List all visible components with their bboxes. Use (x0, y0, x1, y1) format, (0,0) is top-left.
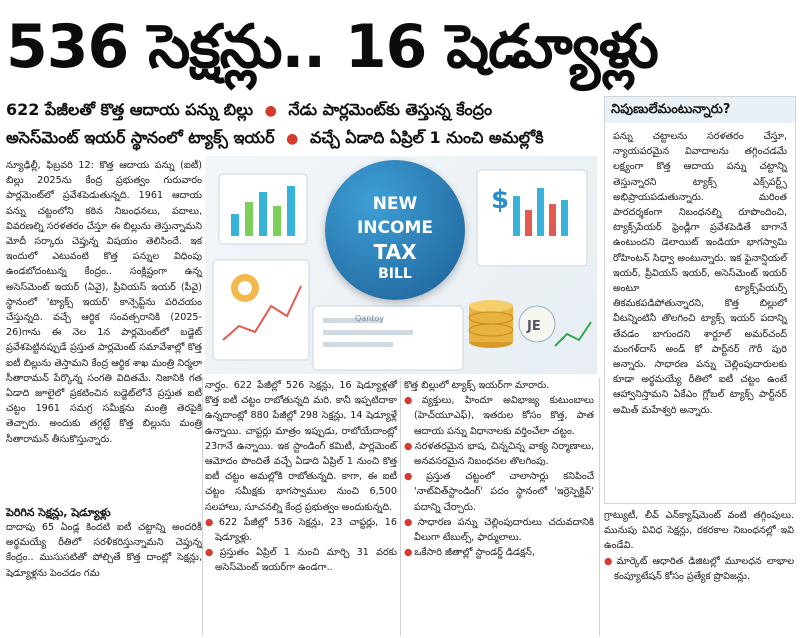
subhead-text: వచ్చే ఏడాది ఏప్రిల్ 1 నుంచి అమల్లోకి (309, 128, 544, 147)
bullet-icon: ● (205, 516, 217, 528)
bullet-icon: ● (404, 395, 420, 407)
list-item (404, 545, 594, 560)
article-column-1-continued (6, 520, 202, 581)
list-item (604, 554, 794, 584)
list-item (205, 545, 397, 575)
column-divider (400, 378, 401, 636)
list-item-text: ప్రస్తుత చట్టంలో చాలాసార్లు కనిపించే 'నాట్‌విత్‌స్టాండింగ్' పదం స్థానంలో 'ఇర్రెస్పెక్టివ్' పదాన్ని చేర్చారు. (414, 471, 594, 513)
badge-line: INCOME (356, 218, 433, 238)
section-subhead: పెరిగిన సెక్షన్లు, షెడ్యూళ్లు (6, 506, 111, 519)
list-item-text: సాధారణ పన్ను చెల్లింపుదారులు చదువదానికి వీలుగా టేబుల్స్, ఫార్ములాలు. (414, 516, 594, 544)
list-item-text: వ్యక్తులు, హిందూ అవిభాజ్య కుటుంబాలు (హెచ్‌యూఎఫ్), ఇతరుల కోసం కొత్త, పాత ఆదాయ పన్ను విధానాలకు వర్తించేలా చట్టం. (414, 395, 594, 437)
income-tax-bill-illustration (205, 156, 597, 374)
bullet-icon: ● (286, 131, 299, 147)
bullet-icon: ● (404, 516, 416, 528)
new-income-tax-bill-badge (325, 160, 465, 300)
list-item (404, 515, 594, 545)
subhead-text: నేడు పార్లమెంట్‌కు తెస్తున్న కేంద్రం (288, 100, 493, 119)
page-headline: 536 సెక్షన్లు.. 16 షెడ్యూళ్లు (6, 12, 658, 82)
article-column-3 (404, 378, 594, 560)
list-item-text: ఒకేసారి జీతాల్లో స్టాండర్డ్ డిడక్షన్, (414, 547, 535, 559)
list-item (205, 515, 397, 545)
article-paragraph: నార్హం. 622 పేజీల్లో 526 సెక్షన్లు, 16 షెడ్యూళ్లతో కొత్త ఐటీ చట్టం రాబోతున్నది మరి. కానీ ఇప్పటిదాకా ఉన్నదాంట్లో 880 పేజీల్లో 298 సెక్షన్లు, 14 షెడ్యూళ్లే ఉన్నాయి. చాప్టర్లు మాత్రం ఇప్పుడు, రాబోయేదాంట్లో 23గానే ఉన్నాయి. ఇక స్టాండింగ్ కమిటీ, పార్లమెంట్ ఆమోదం పొందితే వచ్చే ఏడాది ఏప్రిల్ 1 నుంచి కొత్త ఐటీ చట్టం అమల్లోకి రాబోతున్నది. కాగా, ఈ ఐటీ చట్టం సమీక్షకు భాగస్వాముల నుంచి 6,500 సలహాలు, సూచనల్ని కేంద్ర ప్రభుత్వం అందుకున్నది. (205, 380, 397, 513)
bullet-icon: ● (404, 547, 413, 559)
column-divider (202, 378, 203, 636)
article-paragraph: గ్రాట్యుటీ, లీవ్ ఎన్‌క్యాష్‌మెంట్ వంటి తగ్గింపులు. మునుపు వివిధ సెక్షన్లు, రకరకాల నిబంధనల్లో ఇవి ఉండేవి. (604, 510, 794, 552)
svg-text:$: $ (491, 185, 510, 215)
subhead-line-1 (6, 100, 604, 123)
badge-line: TAX (373, 240, 417, 264)
bullet-icon: ● (404, 440, 414, 452)
article-column-1 (6, 158, 202, 447)
subhead-text: అసెస్‌మెంట్ ఇయర్ స్థానంలో ట్యాక్స్ ఇయర్ (6, 128, 275, 147)
article-column-4 (604, 508, 794, 584)
sidebar-text: పన్ను చట్టాలను సరళతరం చేస్తూ, న్యాయపరమైన వివాదాలను తగ్గించడమే లక్ష్యంగా కొత్త ఆదాయ పన్ను చట్టాన్ని తెస్తున్నారని ట్యాక్స్ ఎక్స్‌పర్ట్స్ అభిప్రాయపడుతున్నారు. మరింత పారదర్శకంగా నిబంధనల్ని రూపొందించి, ట్యాక్స్‌పేయర్ ఫ్రెండ్లీగా ప్రవేశపెడితే బాగానే ఉంటుందని డెలాయిట్ ఇండియా భాగస్వామి రోహింటన్ సిధ్వా అంటున్నారు. ఇక ఫైనాన్షియల్ ఇయర్, ప్రీవియస్ ఇయర్, అసెస్‌మెంట్ ఇయర్ అంటూ ట్యాక్స్‌పేయర్స్ తికమకపడిపోతున్నారని, కొత్త బిల్లులో వీటన్నింటినీ తొలగించి ట్యాక్స్ ఇయర్ పదాన్ని తేవడం బాగుందని శార్దూల్ అమర్‌చంద్ మంగళ్‌దాస్ అండ్ కో పార్ట్‌నర్ గౌరీ పురి అన్నారు. సాధారణ పన్ను చెల్లింపుదారులకు కూడా అర్థమయ్యే రీతిలో ఐటీ చట్టం ఉంటే ఆహ్వానిస్తామని ఏకేఎం గ్లోబల్ ట్యాక్స్ పార్ట్‌నర్ అమిత్ మహేశ్వరి అన్నారు. (613, 131, 787, 416)
article-paragraph: దాదాపు 65 ఏండ్ల కిందటి ఐటీ చట్టాన్ని అందరికీ అర్థమయ్యే రీతిలో సరళీకరిస్తున్నామని చెప్తున్న కేంద్రం.. ముసుసటితో పోల్చితే కొత్త దాంట్లో సెక్షన్లు, షెడ్యూళ్లను పెంచడం గమ (6, 522, 202, 579)
badge-line: NEW (372, 194, 418, 214)
svg-text:JE: JE (527, 319, 541, 334)
badge-line: BILL (378, 266, 412, 282)
bullet-icon: ● (205, 547, 218, 559)
list-item-text: మార్కెట్ ఆధారిత డిజిటల్లో మూలధన లాభాల కంప్యూటేషన్ కోసం ప్రత్యేక ప్రొవిజన్లు. (614, 555, 794, 582)
sidebar-title: నిపుణులేమంటున్నారు? (605, 97, 795, 123)
subhead-line-2 (6, 128, 604, 151)
list-item-text: ప్రస్తుతం ఏప్రిల్ 1 నుంచి మార్చి 31 వరకు అసెస్‌మెంట్ ఇయర్‌గా ఉండగా.. (215, 547, 397, 574)
bullet-icon: ● (604, 555, 615, 567)
image-watermark: Qantoy (355, 314, 385, 323)
column-divider (599, 378, 600, 636)
bullet-icon: ● (404, 471, 425, 483)
article-paragraph: కొత్త బిల్లులో ట్యాక్స్ ఇయర్‌గా మారారు. (404, 380, 550, 391)
list-item-text: సరళతరమైన భాష, చిన్నచిన్న వాక్య నిర్మాణాలు, అనవసరమైన నిబంధనల తొలగింపు. (414, 440, 594, 468)
experts-sidebar (604, 96, 796, 504)
bullet-icon: ● (264, 103, 277, 119)
article-paragraph: న్యూఢిల్లీ, ఫిబ్రవరి 12: కొత్త ఆదాయ పన్ను (ఐటీ) బిల్లు 2025ను కేంద్ర ప్రభుత్వం గురువారం పార్లమెంట్‌లో ప్రవేశపెడుతున్నది. 1961 ఆదాయ పన్ను చట్టంలోని కఠిన నిబంధనలు, పదాలు, వివరణల్ని సరళతరం చేస్తూ ఈ బిల్లును తెస్తున్నామని మోదీ సర్కారు చెప్తున్న విషయం తెలిసిందే. ఇక ఇందులో ఎటువంటి కొత్త పన్నుల విధింపు ఉండబోదంటున్న కేంద్రం.. సంక్లిష్టంగా ఉన్న అసెస్‌మెంట్ ఇయర్ (ఏవై), ప్రీవియస్ ఇయర్ (పీవై) స్థానంలో 'ట్యాక్స్ ఇయర్' కాన్సెప్ట్‌ను పరిచయం చేస్తున్నది. వచ్చే ఆర్థిక సంవత్సరానికి (2025-26)గాను ఈ నెల 1న పార్లమెంట్‌లో బడ్జెట్ ప్రవేశపెట్టినప్పుడే ప్రస్తుత పార్లమెంట్ సమావేశాల్లో కొత్త ఐటీ బిల్లును తెస్తామని కేంద్ర ఆర్థిక శాఖ మంత్రి నిర్మలా సీతారామన్ పేర్కొన్న సంగతి విదితమే. నిజానికి గత ఏడాది జూలైలో ప్రకటించిన బడ్జెట్‌లోనే ప్రస్తుత ఐటీ చట్టం 1961 సమగ్ర సమీక్షను మంత్రి తెరపైకి తెచ్చారు. అందుకు తగ్గట్టే కొత్త బిల్లును మంత్రి సీతారామన్ తీసుకొస్తున్నారు. (6, 160, 202, 445)
list-item (404, 439, 594, 469)
subhead-text: 622 పేజీలతో కొత్త ఆదాయ పన్ను బిల్లు (6, 100, 254, 119)
article-column-2 (205, 378, 397, 576)
list-item-text: 622 పేజీల్లో 536 సెక్షన్లు, 23 చాప్టర్లు, 16 షెడ్యూళ్లు. (215, 516, 397, 544)
list-item (404, 393, 594, 439)
list-item (404, 469, 594, 515)
